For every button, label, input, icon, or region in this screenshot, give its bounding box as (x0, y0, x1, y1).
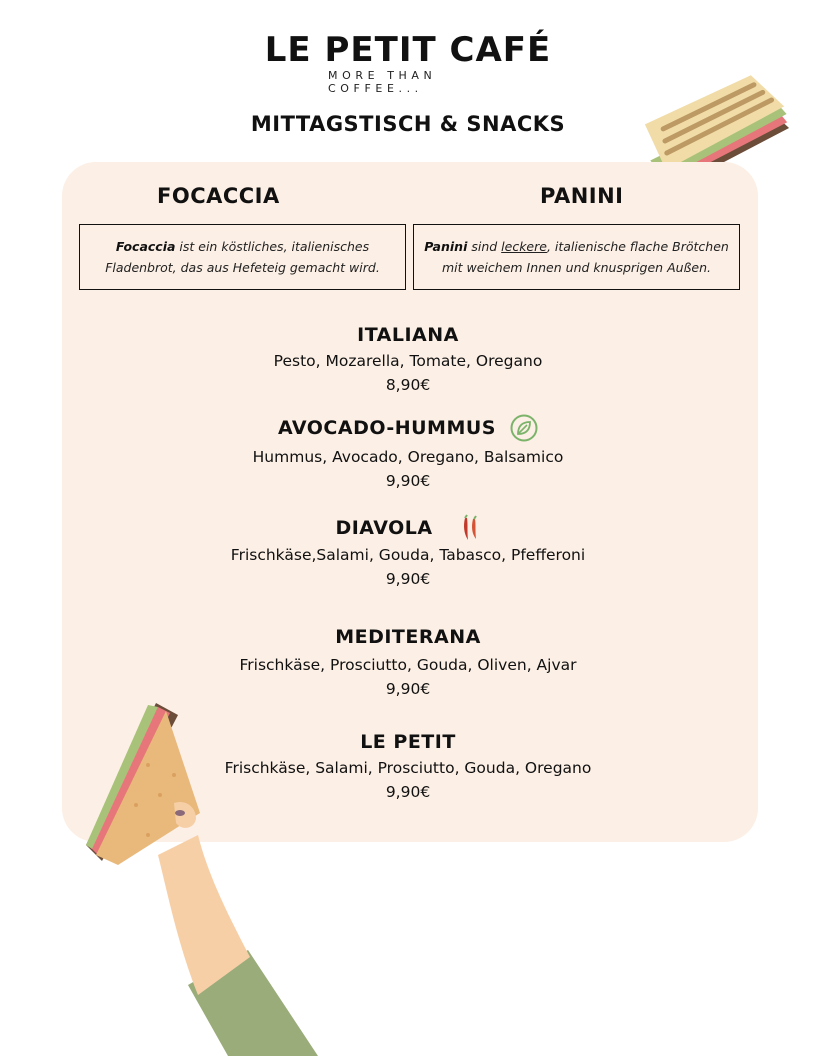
item-name: MEDITERANA (335, 626, 481, 648)
item-price: 9,90€ (385, 472, 431, 490)
item-ingredients: Frischkäse, Salami, Prosciutto, Gouda, Oregano (224, 759, 592, 777)
item-name: ITALIANA (357, 324, 459, 346)
item-price: 9,90€ (385, 570, 431, 588)
item-name: DIAVOLA (335, 517, 433, 539)
menu-item (0, 514, 816, 590)
item-price: 9,90€ (385, 783, 431, 801)
panini-title: PANINI (540, 184, 624, 208)
panini-description-box (413, 224, 740, 290)
panini-desc-link: leckere (501, 239, 547, 254)
item-ingredients: Pesto, Mozarella, Tomate, Oregano (273, 352, 543, 370)
item-ingredients: Frischkäse, Prosciutto, Gouda, Oliven, Ajvar (239, 656, 577, 674)
menu-item (0, 624, 816, 700)
item-ingredients: Frischkäse,Salami, Gouda, Tabasco, Pfefferoni (230, 546, 586, 564)
item-name: LE PETIT (360, 731, 456, 753)
item-ingredients: Hummus, Avocado, Oregano, Balsamico (252, 448, 564, 466)
item-price: 9,90€ (385, 680, 431, 698)
panini-desc-lead: Panini (424, 239, 468, 254)
focaccia-description-box (79, 224, 406, 290)
focaccia-title: FOCACCIA (157, 184, 280, 208)
item-price: 8,90€ (385, 376, 431, 394)
hand-sandwich-illustration (78, 695, 328, 1056)
section-title: MITTAGSTISCH & SNACKS (250, 112, 566, 136)
chili-icon (459, 514, 481, 542)
focaccia-desc-text: ist ein köstliches, italienisches Fladenbrot, das aus Hefeteig gemacht wird. (105, 239, 380, 275)
brand-title: LE PETIT CAFÉ (264, 30, 552, 70)
panini-desc-mid: sind (467, 239, 502, 254)
focaccia-desc-lead: Focaccia (115, 239, 176, 254)
brand-tagline: MORE THAN COFFEE... (328, 69, 437, 95)
vegan-leaf-icon (510, 414, 538, 442)
item-name: AVOCADO-HUMMUS (277, 417, 496, 439)
menu-item (0, 322, 816, 396)
panini-desc-text: , italienische flache Brötchen mit weichem Innen und knusprigen Außen. (441, 239, 729, 275)
menu-item (0, 414, 816, 492)
